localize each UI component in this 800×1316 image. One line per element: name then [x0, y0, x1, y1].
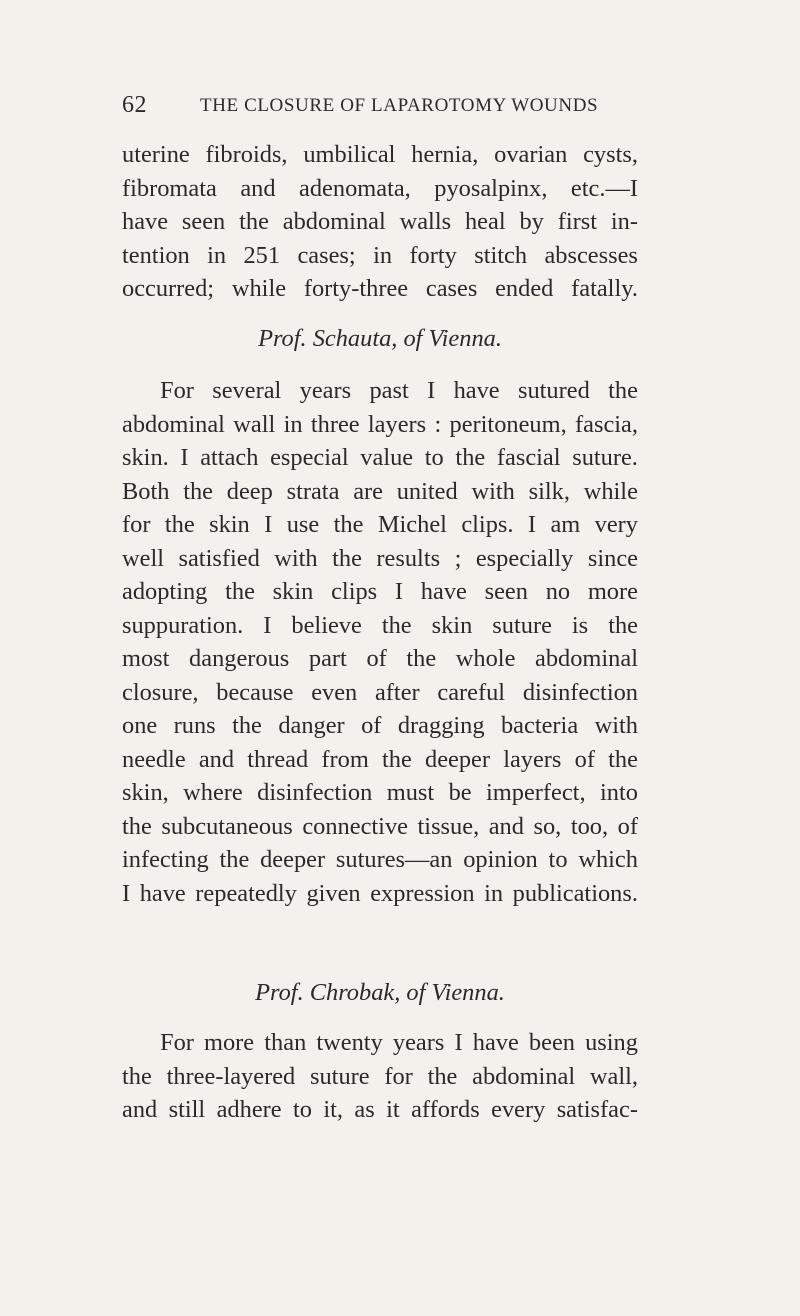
- page-header: [122, 92, 642, 126]
- text-line: for the skin I use the Michel clips. I am very: [122, 511, 638, 538]
- text-line: Both the deep strata are united with silk, while: [122, 477, 638, 505]
- text-line: adopting the skin clips I have seen no more: [122, 578, 638, 605]
- paragraph-1: [122, 138, 638, 306]
- text-line: well satisfied with the results ; especially since: [122, 544, 638, 572]
- text-line: the three-layered suture for the abdominal wall,: [122, 1062, 638, 1090]
- text-line: needle and thread from the deeper layers of the: [122, 745, 638, 773]
- text-line: occurred; while forty-three cases ended fatally.: [122, 275, 638, 302]
- text-line: have seen the abdominal walls heal by first in-: [122, 208, 638, 235]
- text-line: For more than twenty years I have been using: [160, 1029, 638, 1056]
- text-line: tention in 251 cases; in forty stitch abscesses: [122, 241, 638, 269]
- paragraph-3: [122, 1026, 638, 1127]
- text-line: abdominal wall in three layers : peritoneum, fascia,: [122, 410, 638, 438]
- text-line: closure, because even after careful disinfection: [122, 678, 638, 706]
- section-heading-schauta: Prof. Schauta, of Vienna.: [258, 325, 502, 352]
- text-line: fibromata and adenomata, pyosalpinx, etc.—I: [122, 174, 638, 202]
- text-line: the subcutaneous connective tissue, and so, too, of: [122, 812, 638, 840]
- text-line: most dangerous part of the whole abdominal: [122, 645, 638, 672]
- text-line: skin. I attach especial value to the fascial suture.: [122, 444, 638, 471]
- text-line: uterine fibroids, umbilical hernia, ovarian cysts,: [122, 141, 638, 168]
- page-number: 62: [122, 92, 147, 118]
- text-line: one runs the danger of dragging bacteria with: [122, 712, 638, 739]
- running-head: THE CLOSURE OF LAPAROTOMY WOUNDS: [200, 95, 599, 116]
- text-line: suppuration. I believe the skin suture is the: [122, 611, 638, 639]
- section-heading-chrobak: Prof. Chrobak, of Vienna.: [255, 979, 505, 1006]
- text-line: infecting the deeper sutures—an opinion to which: [122, 846, 638, 873]
- paragraph-2: [122, 374, 638, 910]
- text-line: skin, where disinfection must be imperfect, into: [122, 779, 638, 806]
- text-line: For several years past I have sutured the: [160, 377, 638, 404]
- text-line: I have repeatedly given expression in publications.: [122, 879, 638, 907]
- text-line: and still adhere to it, as it affords every satisfac-: [122, 1096, 638, 1123]
